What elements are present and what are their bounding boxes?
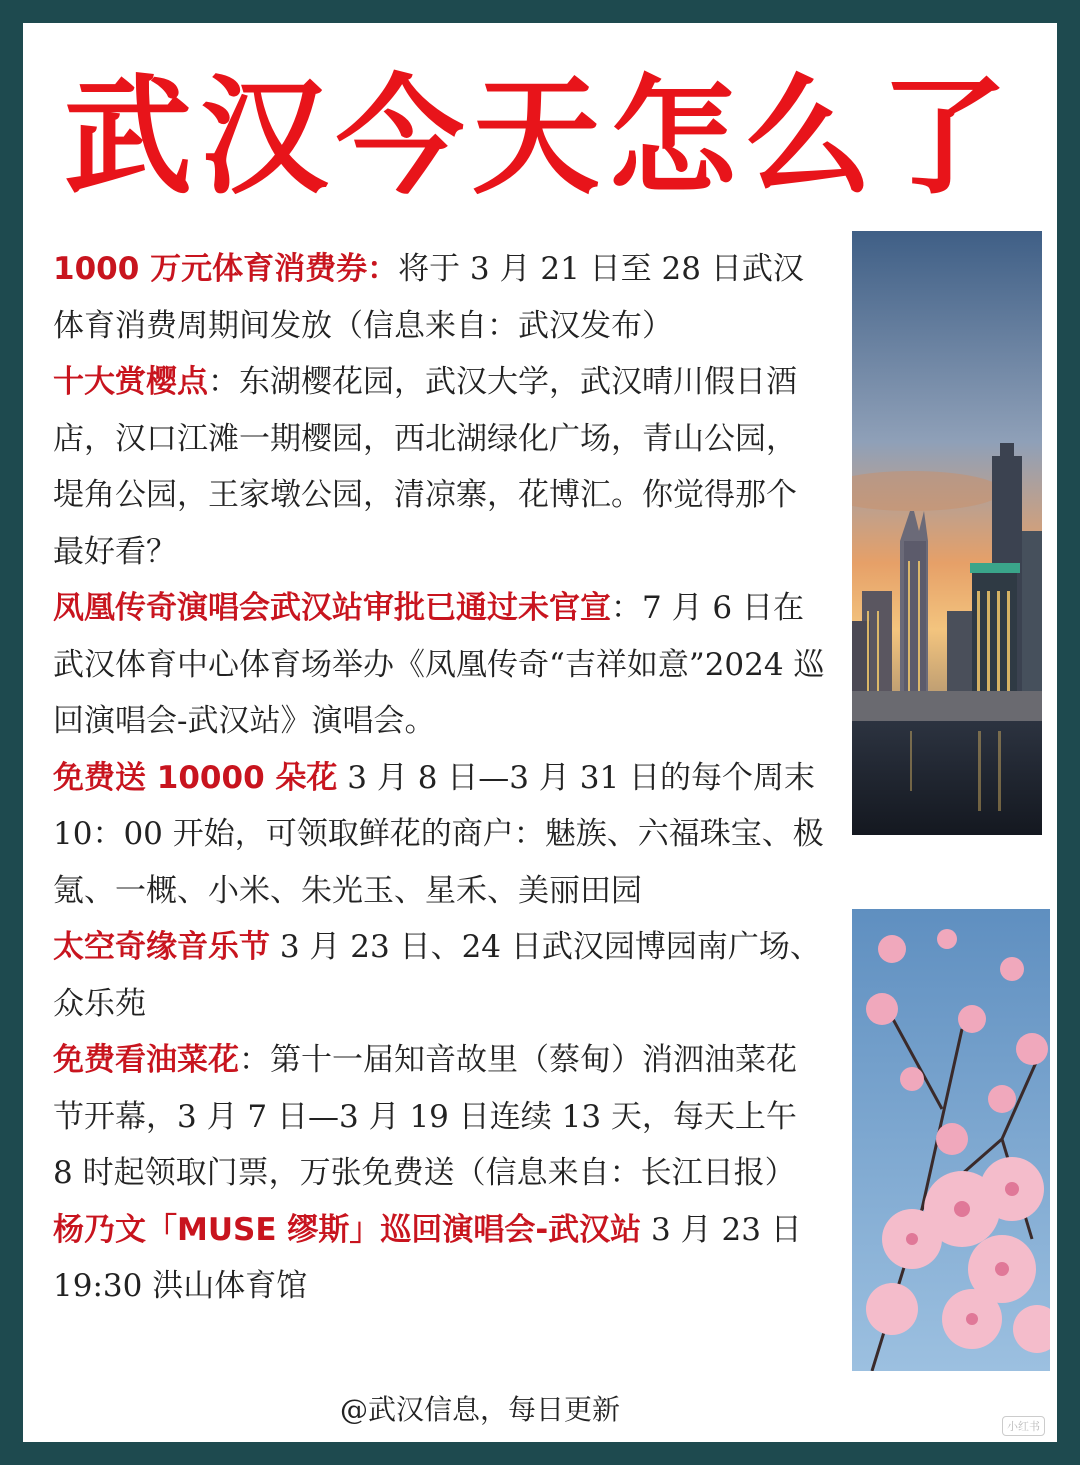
list-item [53, 580, 825, 750]
list-item [53, 241, 825, 354]
cherry-blossom-photo [852, 909, 1050, 1371]
item-label: 免费看油菜花 [53, 1042, 239, 1078]
item-label: 太空奇缘音乐节 [53, 929, 270, 965]
item-text: 3 月 23 日 19:30 洪山体育馆 [53, 1211, 802, 1304]
item-text: ：7 月 6 日在武汉体育中心体育场举办《凤凰传奇“吉祥如意”2024 巡回演唱会-武汉站》演唱会。 [53, 590, 825, 739]
item-label: 杨乃文「MUSE 缪斯」巡回演唱会-武汉站 [53, 1211, 642, 1248]
footer-credit: @武汉信息，每日更新 [339, 1393, 620, 1426]
item-text: 3 月 23 日、24 日武汉园博园南广场、众乐苑 [53, 929, 821, 1022]
poster [23, 23, 1057, 1442]
item-label: 凤凰传奇演唱会武汉站审批已通过未官宣 [53, 590, 611, 626]
page-title: 武汉今天怎么了 [63, 63, 1016, 212]
item-label: 免费送 10000 朵花 [53, 759, 338, 796]
city-skyline-photo [852, 231, 1042, 835]
news-list [53, 241, 825, 1315]
item-label: 十大赏樱点 [53, 364, 208, 400]
list-item [53, 354, 825, 580]
item-text: 将于 3 月 21 日至 28 日武汉体育消费周期间发放（信息来自：武汉发布） [53, 251, 804, 344]
item-text: ：第十一届知音故里（蔡甸）消泗油菜花节开幕，3 月 7 日—3 月 19 日连续 13 天，每天上午 8 时起领取门票，万张免费送（信息来自：长江日报） [53, 1042, 797, 1191]
list-item [53, 1032, 825, 1202]
list-item [53, 1202, 825, 1315]
item-text: ：东湖樱花园，武汉大学，武汉晴川假日酒店，汉口江滩一期樱园，西北湖绿化广场，青山公园，堤角公园，王家墩公园，清凉寨，花博汇。你觉得那个最好看？ [53, 364, 797, 570]
item-text: 3 月 8 日—3 月 31 日的每个周末 10：00 开始，可领取鲜花的商户：魅族、六福珠宝、极氪、一概、小米、朱光玉、星禾、美丽田园 [53, 759, 824, 909]
list-item [53, 750, 825, 920]
watermark-logo: 小红书 [1002, 1416, 1045, 1436]
item-label: 1000 万元体育消费券： [53, 251, 399, 287]
list-item [53, 919, 825, 1032]
